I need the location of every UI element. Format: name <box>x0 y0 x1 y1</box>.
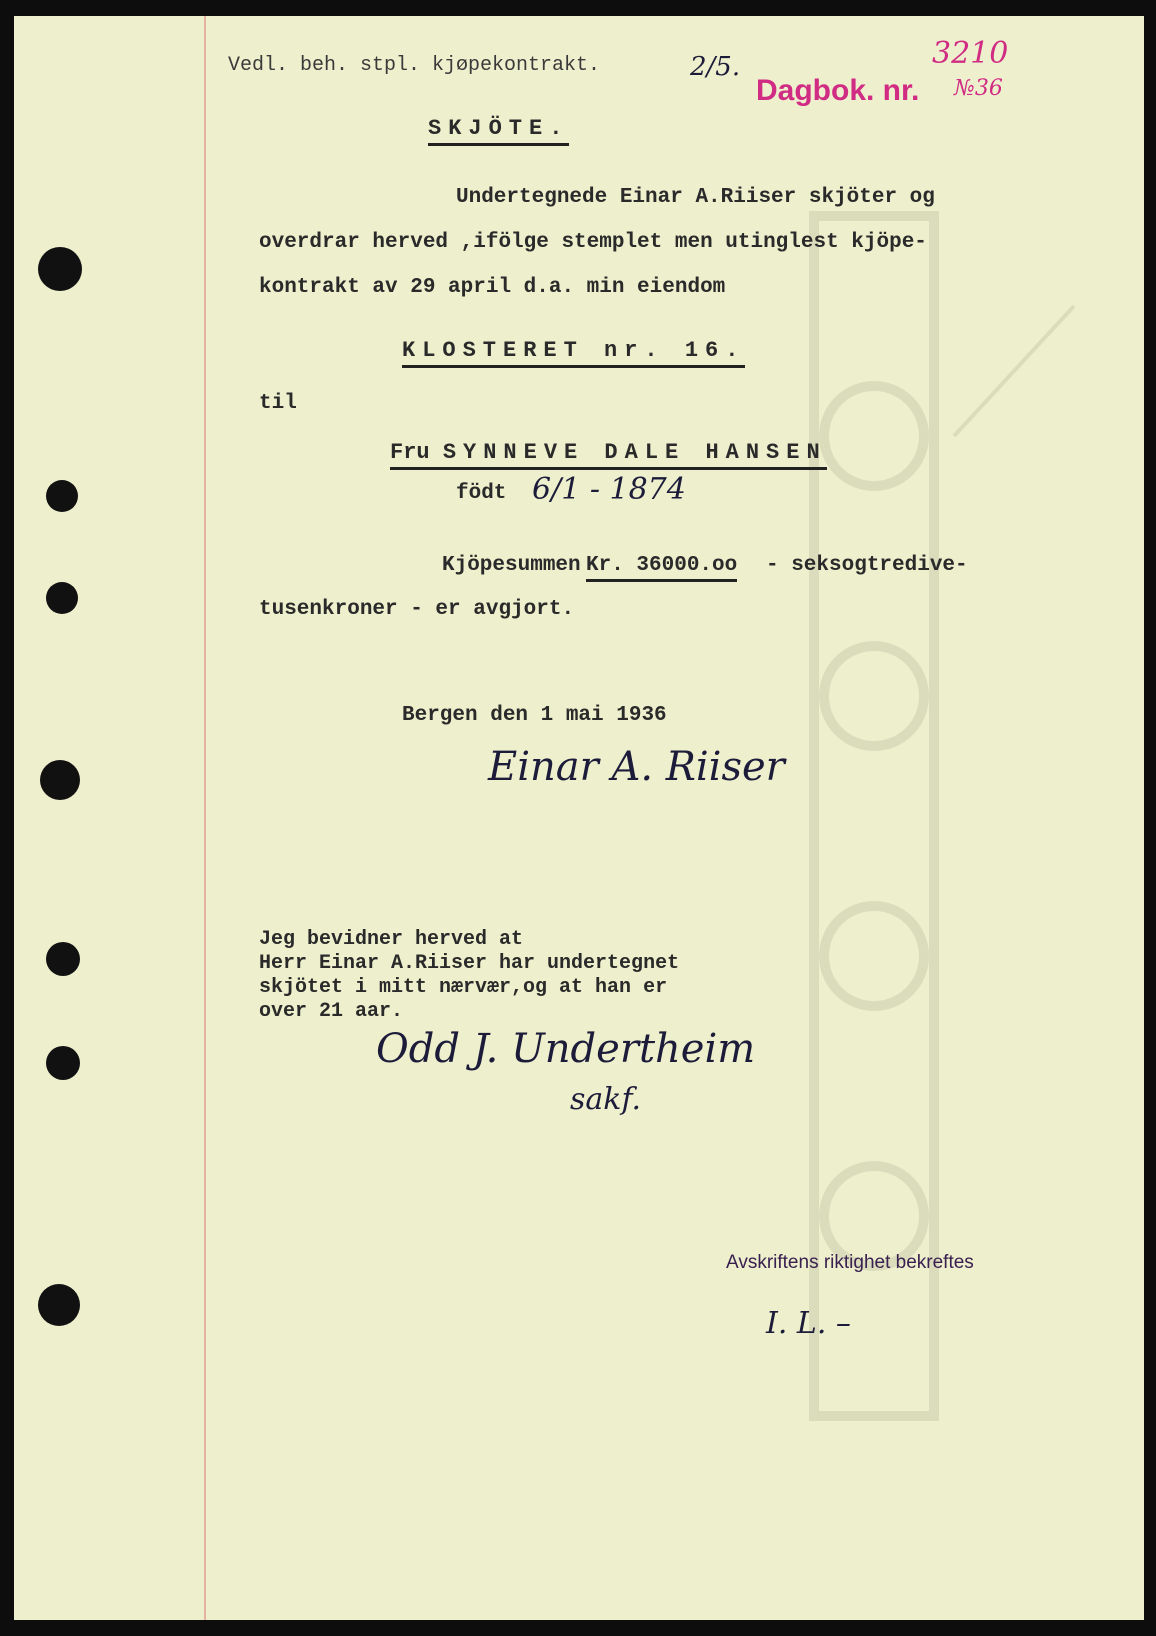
property-name: KLOSTERET nr. 16. <box>402 338 745 368</box>
price-amount: Kr. 36000.oo <box>586 554 737 582</box>
punch-hole <box>46 1046 80 1080</box>
to-label: til <box>259 392 297 415</box>
header-date: 2/5. <box>690 52 741 82</box>
document-page <box>14 16 1144 1620</box>
punch-hole <box>46 582 78 614</box>
seller-signature: Einar A. Riiser <box>488 744 785 790</box>
punch-hole <box>46 942 80 976</box>
journal-year: №36 <box>954 76 1003 101</box>
price-words-1: - seksogtredive- <box>766 554 968 577</box>
header-note: Vedl. beh. stpl. kjøpekontrakt. <box>228 54 601 77</box>
witness-line-1: Jeg bevidner herved at <box>259 928 524 951</box>
recipient-prefix: Fru <box>390 440 430 465</box>
certification-initials: I. L. – <box>766 1306 851 1341</box>
born-date: 6/1 - 1874 <box>532 472 686 507</box>
margin-rule <box>204 16 206 1620</box>
punch-hole <box>38 1284 80 1326</box>
punch-hole <box>46 480 78 512</box>
recipient <box>390 440 827 470</box>
witness-title: sakf. <box>570 1082 642 1117</box>
price-words-2: tusenkroner - er avgjort. <box>259 598 575 621</box>
witness-line-3: skjötet i mitt nærvær,og at han er <box>259 976 668 999</box>
place-date: Bergen den 1 mai 1936 <box>402 704 667 727</box>
body-line-3: kontrakt av 29 april d.a. min eiendom <box>259 276 726 299</box>
witness-line-2: Herr Einar A.Riiser har undertegnet <box>259 952 680 975</box>
body-line-2: overdrar herved ,ifölge stemplet men utinglest kjöpe- <box>259 231 927 254</box>
punch-hole <box>40 760 80 800</box>
recipient-name: SYNNEVE DALE HANSEN <box>442 440 827 465</box>
body-line-1: Undertegnede Einar A.Riiser skjöter og <box>456 186 935 209</box>
journal-number: 3210 <box>932 36 1009 71</box>
price-label: Kjöpesummen <box>442 554 581 577</box>
journal-stamp-label: Dagbok. nr. <box>756 74 920 107</box>
document-title: SKJÖTE. <box>428 116 569 146</box>
certification-stamp: Avskriftens riktighet bekreftes <box>726 1252 974 1273</box>
born-label: födt <box>456 482 507 505</box>
punch-hole <box>38 247 82 291</box>
witness-line-4: over 21 aar. <box>259 1000 404 1023</box>
witness-signature: Odd J. Undertheim <box>376 1026 756 1072</box>
